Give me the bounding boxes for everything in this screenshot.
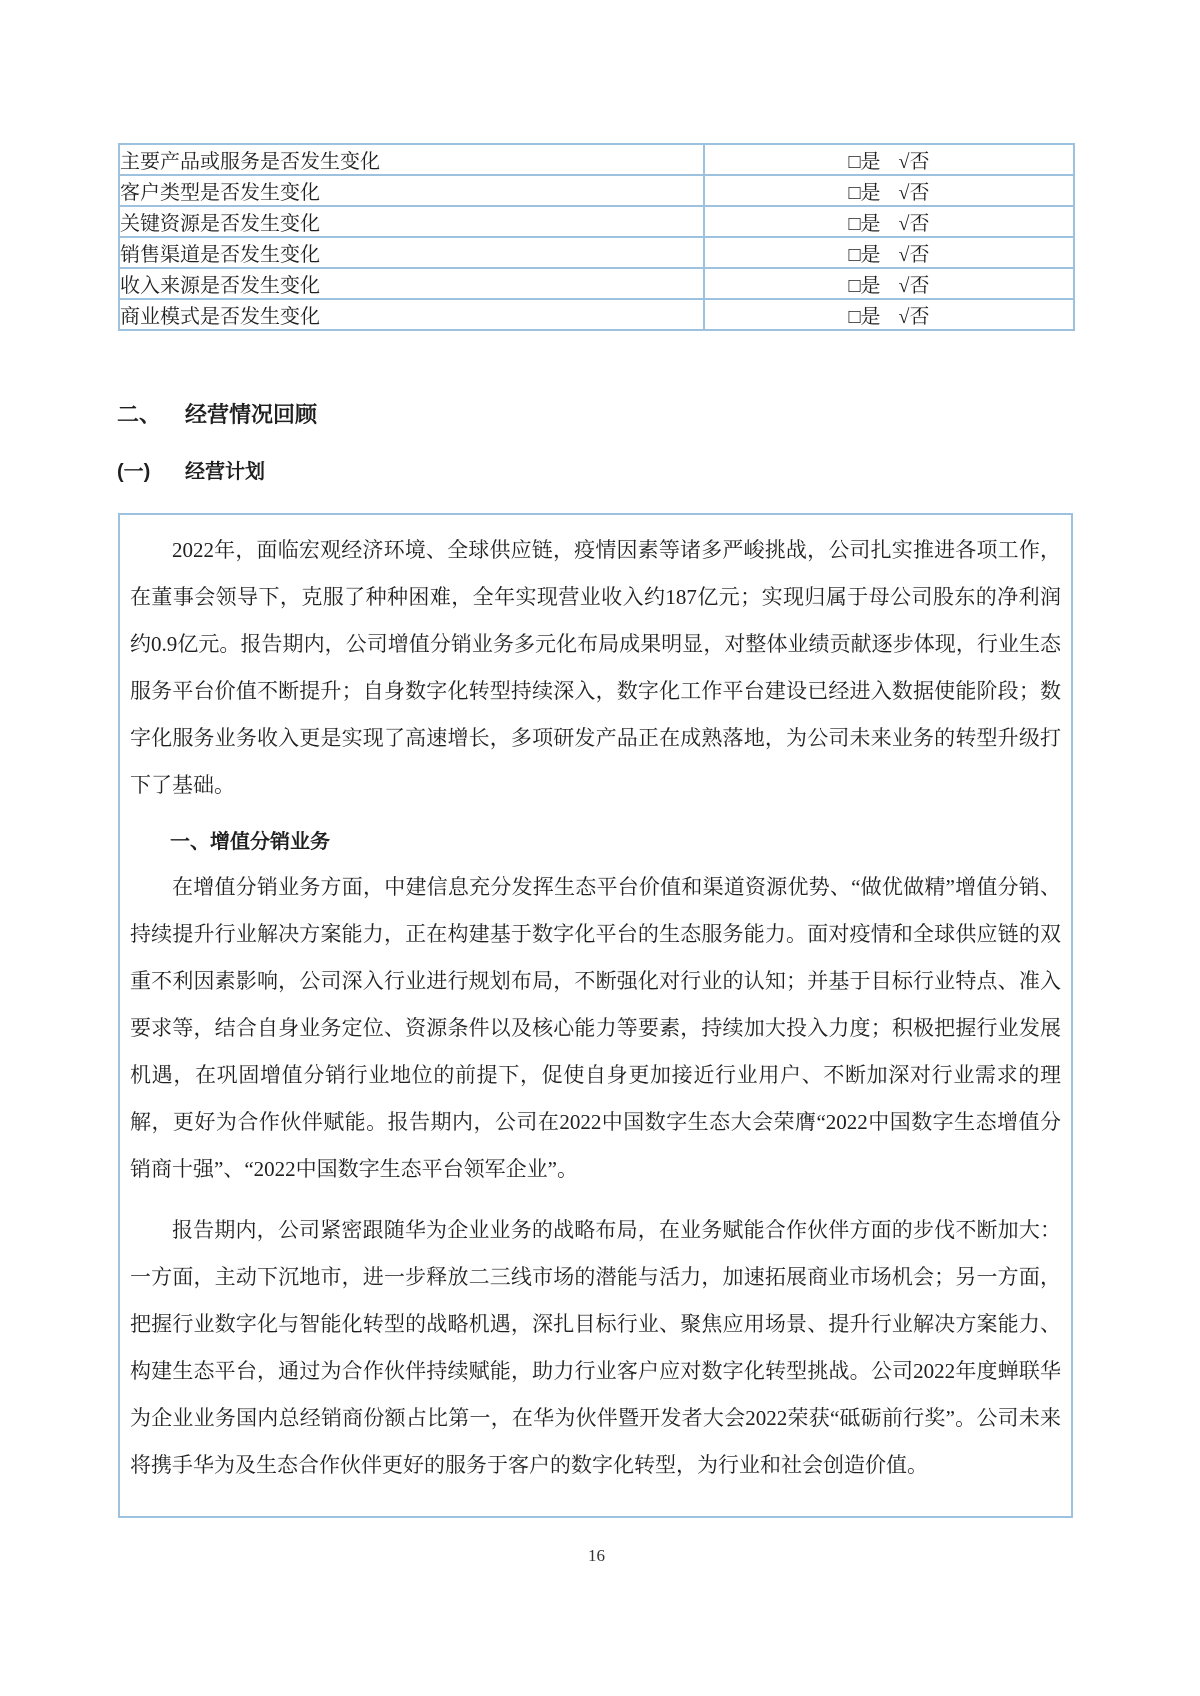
checkbox-yes: □是 — [848, 151, 881, 173]
section-heading — [117, 398, 317, 429]
paragraph-operating-summary: 2022年，面临宏观经济环境、全球供应链，疫情因素等诸多严峻挑战，公司扎实推进各项工作，在董事会领导下，克服了种种困难，全年实现营业收入约187亿元；实现归属于母公司股东的净利润约0.9亿元。报告期内，公司增值分销业务多元化布局成果明显，对整体业绩贡献逐步体现，行业生态服务平台价值不断提升；自身数字化转型持续深入，数字化工作平台建设已经进入数据使能阶段；数字化服务业务收入更是实现了高速增长，多项研发产品正在成熟落地，为公司未来业务的转型升级打下了基础。 — [130, 538, 1061, 797]
checkbox-no: √否 — [898, 213, 930, 235]
page-number: 16 — [588, 1546, 605, 1565]
checkbox-yes: □是 — [848, 275, 881, 297]
paragraph-huawei-partnership: 报告期内，公司紧密跟随华为企业业务的战略布局，在业务赋能合作伙伴方面的步伐不断加大：一方面，主动下沉地市，进一步释放二三线市场的潜能与活力，加速拓展商业市场机会；另一方面，把握行业数字化与智能化转型的战略机遇，深扎目标行业、聚焦应用场景、提升行业解决方案能力、构建生态平台，通过为合作伙伴持续赋能，助力行业客户应对数字化转型挑战。公司2022年度蝉联华为企业业务国内总经销商份额占比第一，在华为伙伴暨开发者大会2022荣获“砥砺前行奖”。公司未来将携手华为及生态合作伙伴更好的服务于客户的数字化转型，为行业和社会创造价值。 — [130, 1218, 1061, 1477]
table-answer — [704, 237, 1074, 268]
table-row — [119, 299, 1074, 330]
table-question: 商业模式是否发生变化 — [119, 299, 704, 330]
content-box — [118, 513, 1073, 1518]
section-number: 二、 — [117, 402, 162, 427]
checkbox-yes: □是 — [848, 213, 881, 235]
table-answer — [704, 268, 1074, 299]
sub-heading-distribution: 一、增值分销业务 — [170, 831, 330, 853]
table-answer — [704, 299, 1074, 330]
checkbox-no: √否 — [898, 151, 930, 173]
table-row — [119, 144, 1074, 175]
business-change-table — [118, 143, 1075, 331]
table-question: 客户类型是否发生变化 — [119, 175, 704, 206]
subsection-heading — [117, 455, 265, 484]
table-row — [119, 175, 1074, 206]
checkbox-no: √否 — [898, 275, 930, 297]
checkbox-no: √否 — [898, 244, 930, 266]
table-answer — [704, 206, 1074, 237]
table-question: 关键资源是否发生变化 — [119, 206, 704, 237]
subsection-number: (一) — [117, 461, 151, 483]
table-question: 主要产品或服务是否发生变化 — [119, 144, 704, 175]
checkbox-yes: □是 — [848, 306, 881, 328]
paragraph-distribution-business: 在增值分销业务方面，中建信息充分发挥生态平台价值和渠道资源优势、“做优做精”增值分销、持续提升行业解决方案能力，正在构建基于数字化平台的生态服务能力。面对疫情和全球供应链的双重不利因素影响，公司深入行业进行规划布局，不断强化对行业的认知；并基于目标行业特点、准入要求等，结合自身业务定位、资源条件以及核心能力等要素，持续加大投入力度；积极把握行业发展机遇，在巩固增值分销行业地位的前提下，促使自身更加接近行业用户、不断加深对行业需求的理解，更好为合作伙伴赋能。报告期内，公司在2022中国数字生态大会荣膺“2022中国数字生态增值分销商十强”、“2022中国数字生态平台领军企业”。 — [130, 875, 1061, 1181]
checkbox-no: √否 — [898, 306, 930, 328]
table-answer — [704, 175, 1074, 206]
checkbox-yes: □是 — [848, 182, 881, 204]
checkbox-yes: □是 — [848, 244, 881, 266]
table-question: 销售渠道是否发生变化 — [119, 237, 704, 268]
table-row — [119, 268, 1074, 299]
table-question: 收入来源是否发生变化 — [119, 268, 704, 299]
subsection-title: 经营计划 — [185, 461, 265, 483]
table-row — [119, 237, 1074, 268]
section-title: 经营情况回顾 — [185, 402, 318, 427]
table-row — [119, 206, 1074, 237]
checkbox-no: √否 — [898, 182, 930, 204]
table-answer — [704, 144, 1074, 175]
